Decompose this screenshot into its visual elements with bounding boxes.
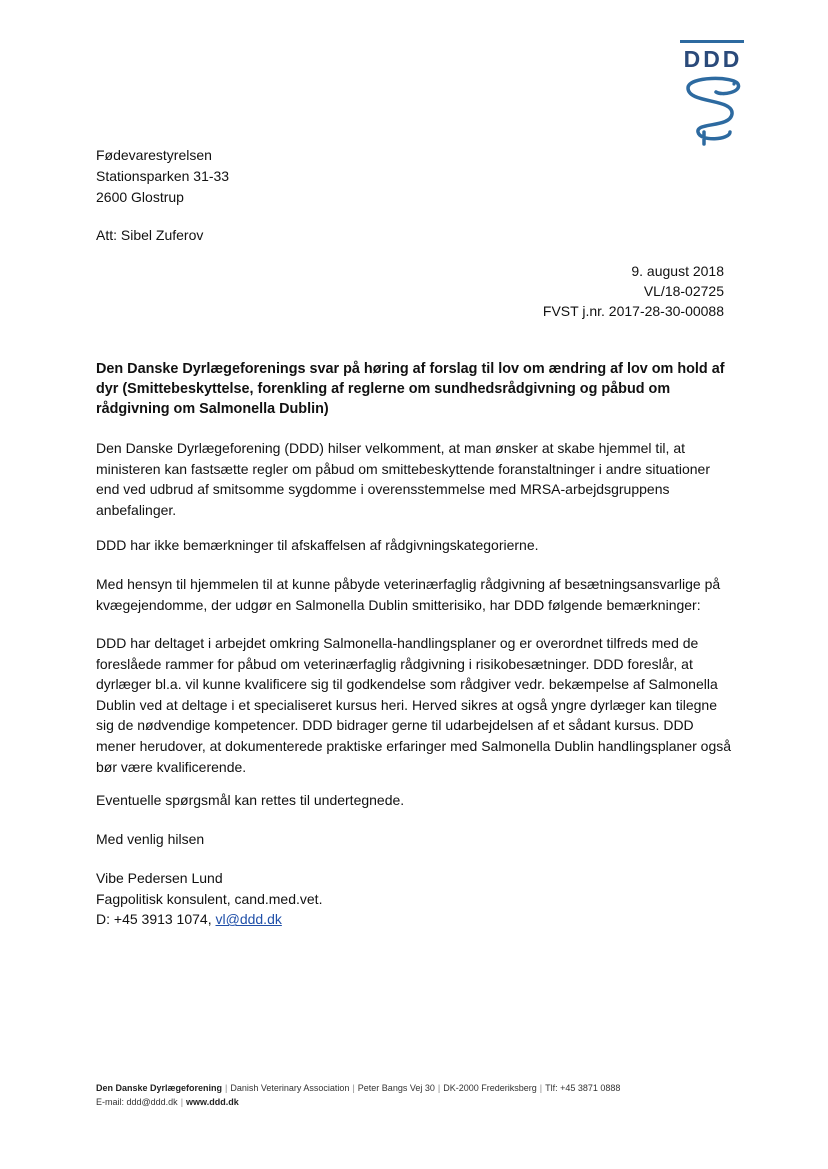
logo-top-bar bbox=[680, 40, 744, 43]
signer-phone: D: +45 3913 1074, bbox=[96, 911, 216, 928]
body-paragraph: Eventuelle spørgsmål kan rettes til undertegnede. bbox=[96, 792, 405, 808]
footer-phone: Tlf: +45 3871 0888 bbox=[545, 1083, 621, 1093]
closing-greeting: Med venlig hilsen bbox=[96, 831, 205, 847]
footer-email: E-mail: ddd@ddd.dk bbox=[96, 1097, 178, 1107]
footer-line-2: E-mail: ddd@ddd.dk | www.ddd.dk bbox=[96, 1097, 239, 1107]
body-paragraph: DDD har deltaget i arbejdet omkring Salmonella-handlingsplaner og er overordnet tilfreds med de foreslåede rammer for påbud om veterinærfaglig rådgivning i risikobesætninger. DDD foreslår, at dyrlæger bl.a. vil kunne kvalificere sig til godkendelse som rådgiver vedr. bekæmpelse af Salmonella Dublin ved at deltage i et specialiseret kursus heri. Herved sikres at også yngre dyrlæger kan tilegne sig de nødvendige kompetencer. DDD bidrager gerne til udarbejdelsen af et sådant kursus. DDD mener herudover, at dokumenterede praktiske erfaringer med Salmonella Dublin handlingsplaner også bør være kvalificerende. bbox=[96, 635, 732, 775]
signer-contact bbox=[96, 909, 322, 930]
body-paragraph: Den Danske Dyrlægeforening (DDD) hilser velkomment, at man ønsker at skabe hjemmel til, at ministeren kan fastsætte regler om påbud om smittebeskyttende foranstaltninger i andre situationer end ved udbrud af smitsomme sygdomme i overensstemmelse med MRSA-arbejdsgruppens anbefalinger. bbox=[96, 440, 710, 518]
ddd-logo bbox=[680, 40, 746, 146]
logo-text: DDD bbox=[683, 46, 743, 72]
attention-line: Att: Sibel Zuferov bbox=[96, 227, 204, 243]
page-footer bbox=[96, 1081, 620, 1109]
journal-number: FVST j.nr. 2017-28-30-00088 bbox=[542, 303, 724, 319]
recipient-line: 2600 Glostrup bbox=[96, 189, 184, 205]
signer-name: Vibe Pedersen Lund bbox=[96, 870, 223, 886]
serpent-icon bbox=[682, 74, 744, 146]
reference-number: VL/18-02725 bbox=[643, 283, 724, 299]
signer-title: Fagpolitisk konsulent, cand.med.vet. bbox=[96, 890, 323, 907]
letter-date: 9. august 2018 bbox=[631, 263, 724, 279]
footer-line-1: Den Danske Dyrlægeforening | Danish Veterinary Association | Peter Bangs Vej 30 | DK-2000 Frederiksberg | Tlf: +45 3871 0888 bbox=[96, 1083, 621, 1093]
footer-address: Peter Bangs Vej 30 bbox=[357, 1083, 435, 1093]
footer-website: www.ddd.dk bbox=[186, 1097, 239, 1107]
recipient-line: Stationsparken 31-33 bbox=[96, 168, 230, 184]
signature-block bbox=[96, 868, 322, 930]
body-paragraph: DDD har ikke bemærkninger til afskaffelsen af rådgivningskategorierne. bbox=[96, 537, 539, 553]
recipient-address bbox=[96, 145, 229, 208]
footer-org: Den Danske Dyrlægeforening bbox=[96, 1083, 223, 1093]
signer-email-link[interactable]: vl@ddd.dk bbox=[215, 911, 282, 928]
letter-subject: Den Danske Dyrlægeforenings svar på høring af forslag til lov om ændring af lov om hold af dyr (Smittebeskyttelse, forenkling af reglerne om sundhedsrådgivning og påbud om rådgivning om Salmonella Dublin) bbox=[96, 361, 725, 417]
footer-english-name: Danish Veterinary Association bbox=[230, 1083, 350, 1093]
footer-city: DK-2000 Frederiksberg bbox=[443, 1083, 537, 1093]
reference-block bbox=[543, 261, 724, 321]
recipient-line: Fødevarestyrelsen bbox=[96, 147, 212, 163]
body-paragraph: Med hensyn til hjemmelen til at kunne påbyde veterinærfaglig rådgivning af besætningsansvarlige på kvægejendomme, der udgør en Salmonella Dublin smitterisiko, har DDD følgende bemærkninger: bbox=[96, 576, 721, 613]
